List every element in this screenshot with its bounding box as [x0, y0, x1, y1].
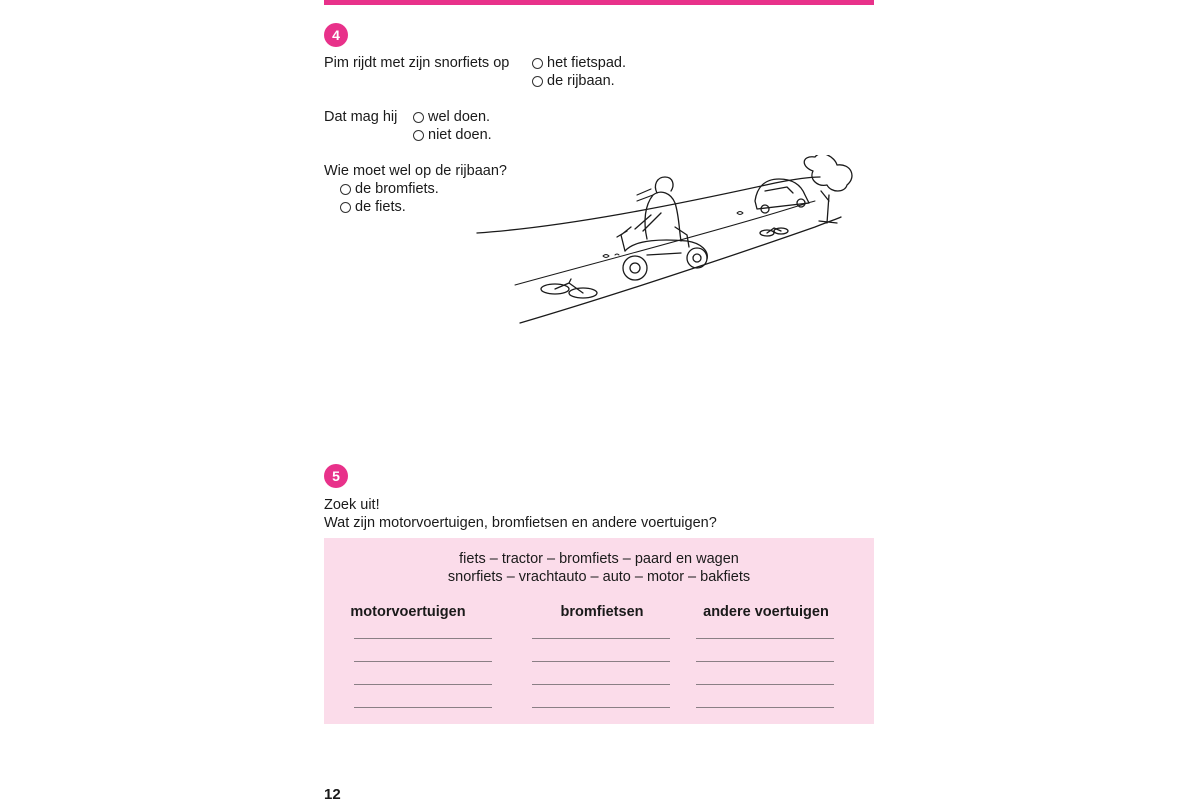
radio-circle-icon[interactable] — [340, 202, 351, 213]
top-accent-bar — [324, 0, 874, 5]
answer-line[interactable] — [532, 661, 670, 662]
answer-line[interactable] — [532, 638, 670, 639]
option-de-bromfiets[interactable] — [340, 180, 439, 198]
answer-line[interactable] — [696, 638, 834, 639]
radio-circle-icon[interactable] — [340, 184, 351, 195]
question-number: 4 — [332, 27, 340, 43]
option-label: de rijbaan. — [547, 73, 615, 89]
question-number: 5 — [332, 468, 340, 484]
scooter-on-road-illustration — [475, 155, 875, 335]
radio-circle-icon[interactable] — [413, 112, 424, 123]
q5-question-text: Wat zijn motorvoertuigen, bromfietsen en andere voertuigen? — [324, 515, 717, 531]
answer-line[interactable] — [532, 707, 670, 708]
q4-question-1-text: Pim rijdt met zijn snorfiets op — [324, 55, 510, 71]
word-sort-box — [324, 538, 874, 724]
q4-question-2-text: Dat mag hij — [324, 109, 398, 125]
column-heading-motorvoertuigen: motorvoertuigen — [350, 604, 466, 620]
option-wel-doen[interactable] — [413, 108, 490, 126]
bicycle-road-symbol-icon — [541, 279, 597, 298]
page-number: 12 — [324, 786, 341, 803]
q4-question-3-text: Wie moet wel op de rijbaan? — [324, 163, 507, 179]
option-de-fiets[interactable] — [340, 198, 406, 216]
column-heading-andere-voertuigen: andere voertuigen — [703, 604, 829, 620]
scooter-rider-icon — [617, 177, 707, 280]
option-label: de fiets. — [355, 199, 406, 215]
answer-line[interactable] — [696, 684, 834, 685]
bicycle-road-symbol-small-icon — [760, 228, 788, 236]
question-5-badge — [324, 464, 348, 488]
answer-line[interactable] — [696, 661, 834, 662]
option-label: de bromfiets. — [355, 181, 439, 197]
column-heading-bromfietsen: bromfietsen — [560, 604, 644, 620]
question-4-badge — [324, 23, 348, 47]
option-label: het fietspad. — [547, 55, 626, 71]
tree-icon — [804, 155, 852, 223]
option-de-rijbaan[interactable] — [532, 72, 615, 90]
answer-line[interactable] — [354, 661, 492, 662]
word-list-line-1: fiets – tractor – bromfiets – paard en wagen — [459, 551, 739, 567]
answer-line[interactable] — [354, 707, 492, 708]
answer-line[interactable] — [354, 684, 492, 685]
answer-line[interactable] — [354, 638, 492, 639]
option-niet-doen[interactable] — [413, 126, 492, 144]
radio-circle-icon[interactable] — [532, 58, 543, 69]
q5-instruction: Zoek uit! — [324, 497, 380, 513]
option-label: wel doen. — [428, 109, 491, 125]
answer-line[interactable] — [532, 684, 670, 685]
car-icon — [755, 179, 809, 213]
word-list-line-2: snorfiets – vrachtauto – auto – motor – bakfiets — [447, 569, 751, 585]
radio-circle-icon[interactable] — [532, 76, 543, 87]
answer-line[interactable] — [696, 707, 834, 708]
option-het-fietspad[interactable] — [532, 54, 626, 72]
radio-circle-icon[interactable] — [413, 130, 424, 141]
option-label: niet doen. — [428, 127, 492, 143]
